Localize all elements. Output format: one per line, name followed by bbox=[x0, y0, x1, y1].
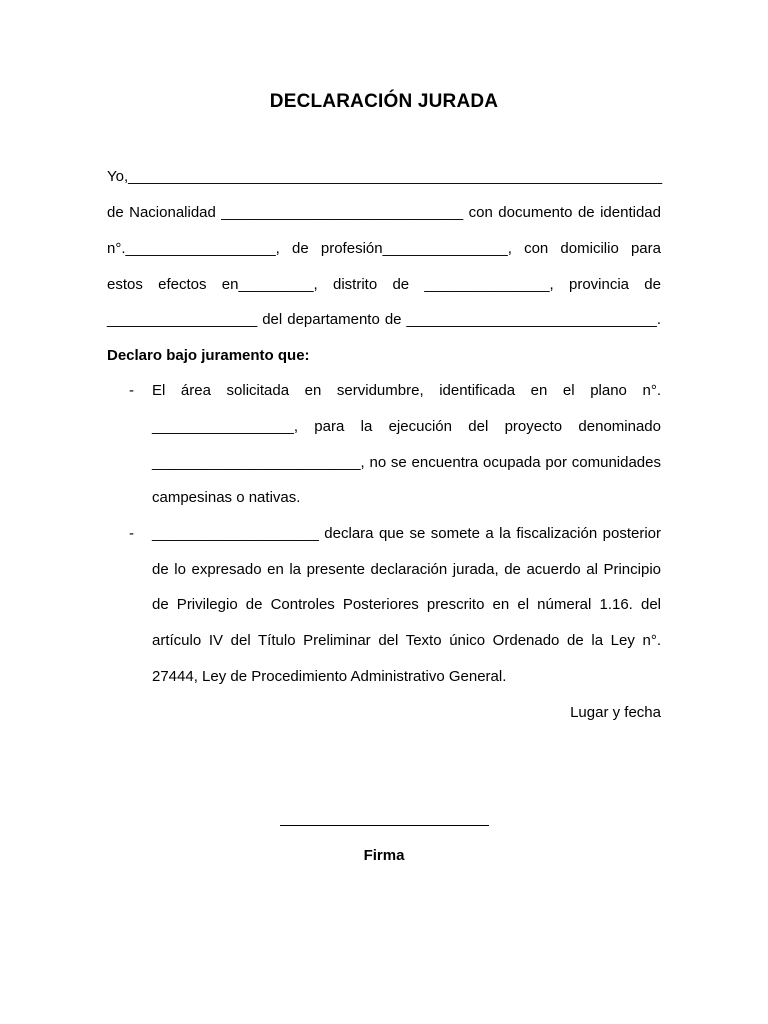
intro-line-3: n°.__________________, de profesión_______________, con domicilio para bbox=[107, 240, 661, 257]
bullet-1-line-3: _________________________, no se encuentra ocupada por comunidades bbox=[152, 454, 661, 471]
signature-line bbox=[280, 825, 489, 826]
bullet-2-line-3: de Privilegio de Controles Posteriores prescrito en el númeral 1.16. del bbox=[152, 596, 661, 613]
bullet-2-marker: - bbox=[129, 525, 134, 542]
signature-label: Firma bbox=[363, 847, 405, 864]
bullet-2-line-4: artículo IV del Título Preliminar del Texto único Ordenado de la Ley n°. bbox=[152, 632, 661, 649]
bullet-1-line-4: campesinas o nativas. bbox=[152, 489, 301, 506]
intro-line-5: __________________ del departamento de ______________________________. bbox=[107, 311, 661, 328]
intro-line-4: estos efectos en_________, distrito de _______________, provincia de bbox=[107, 276, 661, 293]
intro-line-2: de Nacionalidad _____________________________ con documento de identidad bbox=[107, 204, 661, 221]
bullet-2-line-5: 27444, Ley de Procedimiento Administrativo General. bbox=[152, 668, 507, 685]
bullet-2-line-2: de lo expresado en la presente declaración jurada, de acuerdo al Principio bbox=[152, 561, 661, 578]
intro-line-1: Yo,________________________________________________________________ bbox=[107, 168, 663, 185]
bullet-1-line-1: El área solicitada en servidumbre, identificada en el plano n°. bbox=[152, 382, 661, 399]
document-title: DECLARACIÓN JURADA bbox=[269, 91, 499, 112]
bullet-1-marker: - bbox=[129, 382, 134, 399]
place-date-label: Lugar y fecha bbox=[570, 704, 661, 721]
bullet-2-line-1: ____________________ declara que se somete a la fiscalización posterior bbox=[152, 525, 661, 542]
declaration-heading: Declaro bajo juramento que: bbox=[107, 347, 310, 364]
bullet-1-line-2: _________________, para la ejecución del proyecto denominado bbox=[152, 418, 661, 435]
